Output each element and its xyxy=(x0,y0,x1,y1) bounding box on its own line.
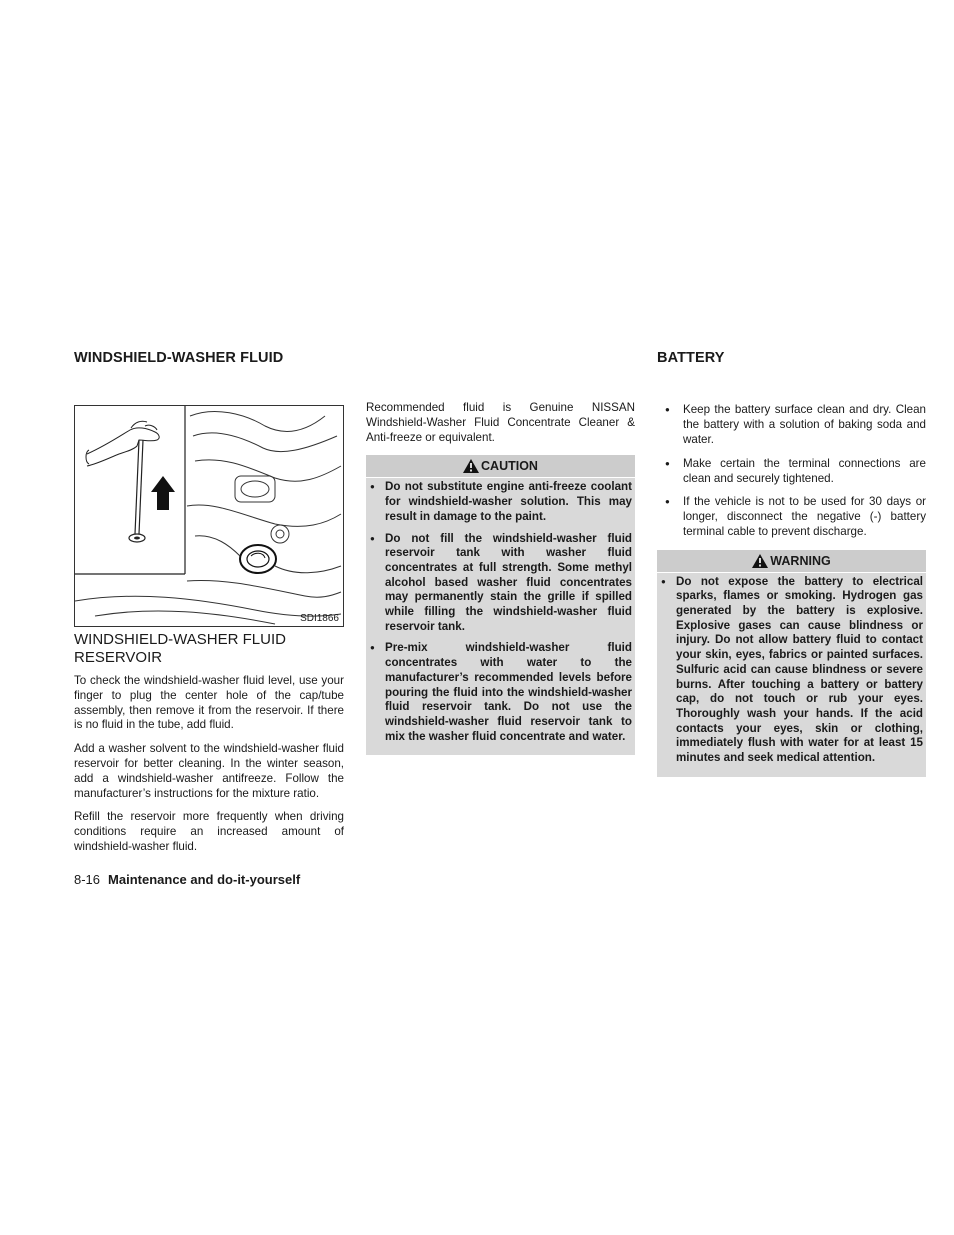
warning-list xyxy=(659,573,923,766)
figure-code: SDI1866 xyxy=(300,613,339,624)
paragraph: To check the windshield-washer fluid level, use your finger to plug the center hole of the cap/tube assembly, then remove it from the reservoir. If there is no fluid in the tube, add fluid. xyxy=(74,674,344,732)
warning-item: ● Do not expose the battery to electrical sparks, flames or smoking. Hydrogen gas generated by the battery is explosive. Explosive gases can cause blindness or injury. Do not allow battery fluid to contact your skin, eyes, fabrics or painted surfaces. Sulfuric acid can cause blindness or severe burns. After touching a battery or battery cap, do not touch or rub your eyes. Thoroughly wash your hands. If the acid contacts your eyes, skin or clothing, immediately flush with water for at least 15 minutes and seek medical attention. xyxy=(659,575,923,766)
warning-triangle-icon xyxy=(463,459,479,473)
battery-heading: BATTERY xyxy=(657,350,725,366)
caution-title xyxy=(366,455,635,478)
caution-item: ● Pre-mix windshield-washer fluid concentrates with water to the manufacturer’s recommended levels before pouring the fluid into the windshield-washer fluid reservoir tank. Do not use the windshield-washer fluid reservoir tank to mix the washer fluid concentrate and water. xyxy=(368,641,632,744)
caution-item: ● Do not fill the windshield-washer fluid reservoir tank with washer fluid concentrates at full strength. Some methyl alcohol based washer fluid concentrates may permanently stain the grille if spilled while filling the windshield-washer fluid reservoir tank. xyxy=(368,532,632,635)
reservoir-drawing xyxy=(75,406,343,626)
caution-box xyxy=(366,455,635,755)
right-column xyxy=(657,402,926,777)
reservoir-illustration xyxy=(74,405,344,627)
warning-triangle-icon xyxy=(752,554,768,568)
warning-box xyxy=(657,550,926,777)
warning-title xyxy=(657,550,926,573)
recommended-fluid-text: Recommended fluid is Genuine NISSAN Windshield-Washer Fluid Concentrate Cleaner & Anti-freeze or equivalent. xyxy=(366,401,635,444)
middle-column xyxy=(366,401,635,755)
battery-bullets xyxy=(657,402,926,540)
paragraph: Refill the reservoir more frequently when driving conditions require an increased amount of windshield-washer fluid. xyxy=(74,810,344,853)
paragraph: Add a washer solvent to the windshield-washer fluid reservoir for better cleaning. In the winter season, add a windshield-washer antifreeze. Follow the manufacturer’s instructions for the mixture ratio. xyxy=(74,742,344,800)
left-body xyxy=(74,674,344,864)
caution-list xyxy=(368,478,632,744)
battery-bullet: ● Make certain the terminal connections are clean and securely tightened. xyxy=(657,456,926,486)
chapter-title: Maintenance and do-it-yourself xyxy=(108,872,301,887)
reservoir-subheading: WINDSHIELD-WASHER FLUID RESERVOIR xyxy=(74,631,286,666)
battery-bullet: ● If the vehicle is not to be used for 30 days or longer, disconnect the negative (-) battery terminal cable to prevent discharge. xyxy=(657,494,926,540)
page-number: 8-16 xyxy=(74,872,101,887)
battery-bullet: ● Keep the battery surface clean and dry. Clean the battery with a solution of baking soda and water. xyxy=(657,402,926,448)
caution-label: CAUTION xyxy=(481,459,538,474)
windshield-washer-heading: WINDSHIELD-WASHER FLUID xyxy=(74,350,284,366)
caution-item: ● Do not substitute engine anti-freeze coolant for windshield-washer solution. This may result in damage to the paint. xyxy=(368,480,632,524)
page-footer xyxy=(74,872,300,887)
warning-label: WARNING xyxy=(770,553,831,568)
